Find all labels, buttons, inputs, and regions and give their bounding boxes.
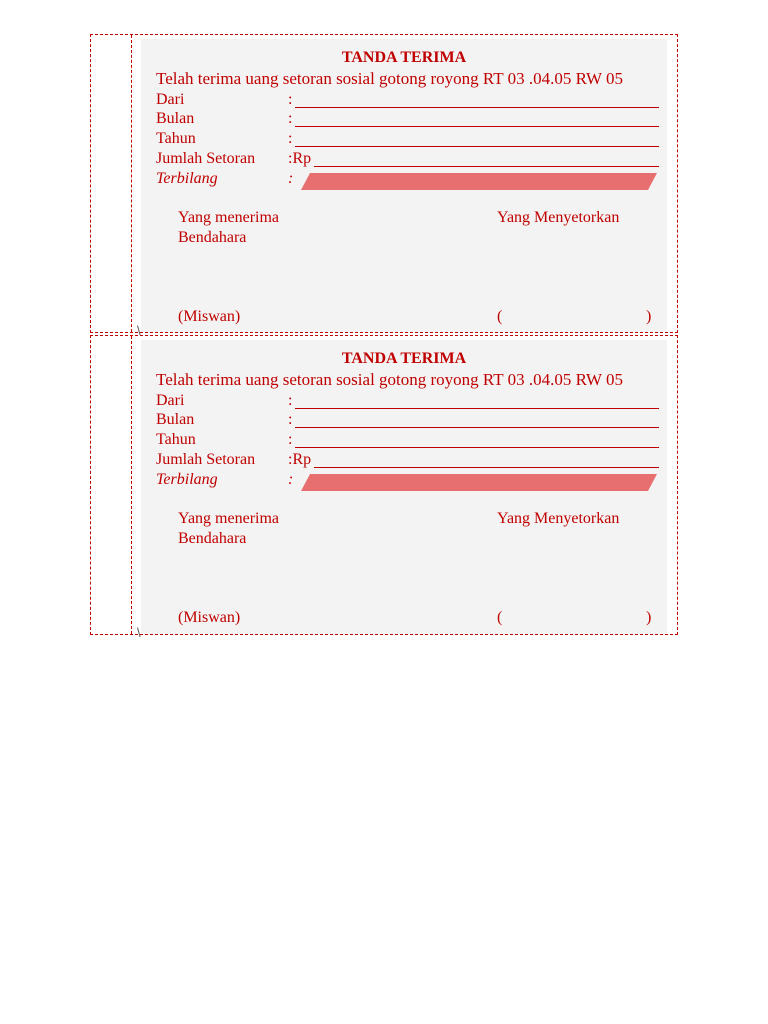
field-terbilang-sep: : — [288, 471, 294, 488]
field-jumlah-line[interactable] — [314, 467, 659, 468]
field-tahun-label: Tahun — [156, 130, 196, 147]
stub-mark: \ — [137, 323, 141, 338]
field-bulan[interactable] — [156, 110, 659, 130]
field-tahun-sep: : — [288, 431, 293, 448]
field-dari-label: Dari — [156, 392, 185, 409]
receiver-role: Bendahara — [178, 530, 247, 547]
field-bulan-label: Bulan — [156, 411, 195, 428]
tear-off-line — [131, 35, 132, 332]
receipt-title: TANDA TERIMA — [341, 350, 467, 367]
field-terbilang-label: Terbilang — [156, 170, 218, 187]
depositor-label: Yang Menyetorkan — [497, 209, 620, 226]
field-dari-sep: : — [288, 392, 293, 409]
receiver-label: Yang menerima — [178, 510, 280, 527]
receiver-label: Yang menerima — [178, 209, 280, 226]
field-jumlah[interactable] — [156, 150, 659, 170]
field-jumlah-sep: :Rp — [288, 451, 312, 468]
field-tahun-line[interactable] — [295, 447, 659, 448]
receipt-panel — [141, 340, 667, 634]
depositor-close-paren: ) — [646, 308, 652, 325]
terbilang-highlight-bar[interactable] — [301, 474, 657, 491]
field-bulan-label: Bulan — [156, 110, 195, 127]
receipt-title: TANDA TERIMA — [341, 49, 467, 66]
field-jumlah-label: Jumlah Setoran — [156, 451, 256, 468]
field-tahun-sep: : — [288, 130, 293, 147]
field-bulan-line[interactable] — [295, 427, 659, 428]
field-jumlah-label: Jumlah Setoran — [156, 150, 256, 167]
field-bulan-sep: : — [288, 411, 293, 428]
receiver-name: (Miswan) — [178, 308, 241, 325]
receipt-panel — [141, 39, 667, 332]
field-dari-sep: : — [288, 91, 293, 108]
tear-off-line — [131, 336, 132, 634]
field-bulan-sep: : — [288, 110, 293, 127]
field-tahun[interactable] — [156, 130, 659, 150]
receipt-intro: Telah terima uang setoran sosial gotong royong RT 03 .04.05 RW 05 — [156, 370, 623, 389]
field-dari-line[interactable] — [295, 408, 659, 409]
terbilang-highlight-bar[interactable] — [301, 173, 657, 190]
receipt-1 — [90, 34, 678, 338]
field-tahun-line[interactable] — [295, 146, 659, 147]
field-terbilang[interactable] — [156, 471, 659, 491]
field-dari[interactable] — [156, 392, 659, 412]
depositor-close-paren: ) — [646, 609, 652, 626]
receipt-intro: Telah terima uang setoran sosial gotong royong RT 03 .04.05 RW 05 — [156, 69, 623, 88]
stub-mark: \ — [137, 625, 141, 640]
field-jumlah[interactable] — [156, 451, 659, 471]
depositor-open-paren: ( — [497, 609, 503, 626]
depositor-open-paren: ( — [497, 308, 503, 325]
field-terbilang-sep: : — [288, 170, 294, 187]
field-jumlah-sep: :Rp — [288, 150, 312, 167]
field-terbilang-label: Terbilang — [156, 471, 218, 488]
field-tahun-label: Tahun — [156, 431, 196, 448]
field-jumlah-line[interactable] — [314, 166, 659, 167]
field-tahun[interactable] — [156, 431, 659, 451]
field-bulan[interactable] — [156, 411, 659, 431]
receiver-name: (Miswan) — [178, 609, 241, 626]
receipt-2 — [90, 335, 678, 640]
field-dari-line[interactable] — [295, 107, 659, 108]
depositor-label: Yang Menyetorkan — [497, 510, 620, 527]
field-dari-label: Dari — [156, 91, 185, 108]
field-bulan-line[interactable] — [295, 126, 659, 127]
receiver-role: Bendahara — [178, 229, 247, 246]
field-dari[interactable] — [156, 91, 659, 111]
field-terbilang[interactable] — [156, 170, 659, 190]
